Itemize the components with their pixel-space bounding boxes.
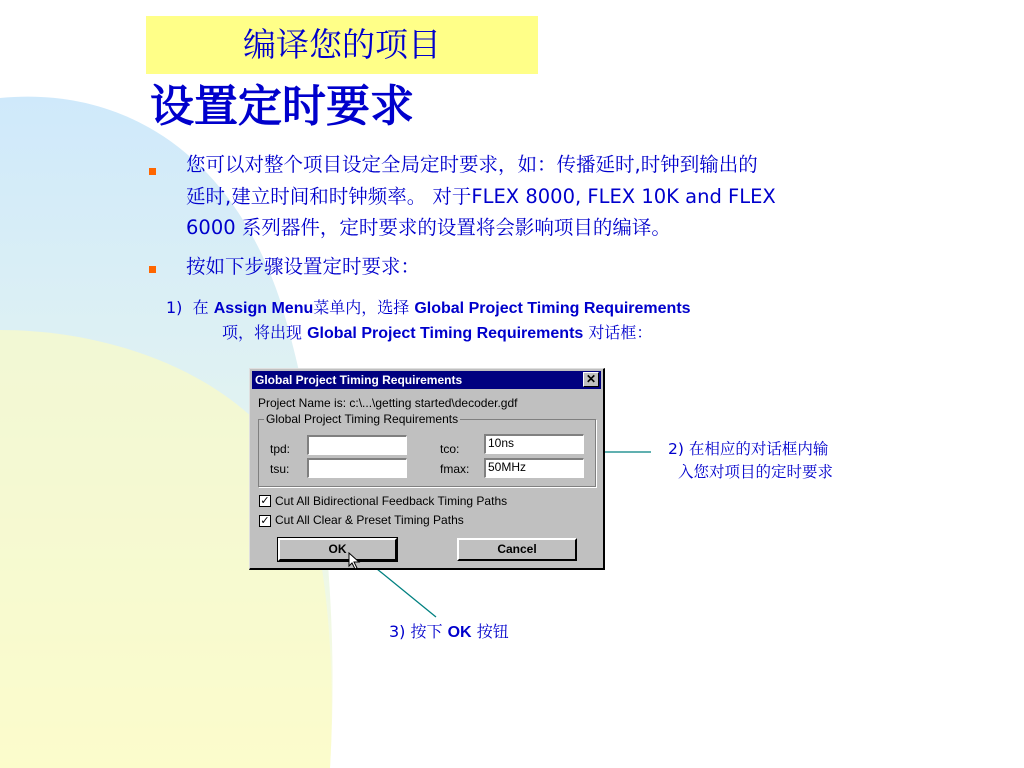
dialog-title-bar[interactable] — [252, 371, 601, 389]
ok-button[interactable]: OK — [278, 538, 397, 561]
bidirectional-feedback-label[interactable]: Cut All Bidirectional Feedback Timing Paths — [275, 494, 508, 508]
tsu-label: tsu: — [270, 462, 290, 476]
step-3-ok: OK — [447, 624, 472, 641]
tpd-input[interactable] — [307, 435, 407, 455]
tpd-label: tpd: — [270, 442, 291, 456]
project-name-label: Project Name is: c:\...\getting started\decoder.gdf — [258, 396, 518, 410]
mouse-pointer-icon — [348, 552, 362, 570]
clear-preset-label[interactable]: Cut All Clear & Preset Timing Paths — [275, 513, 464, 527]
cancel-button[interactable]: Cancel — [457, 538, 577, 561]
bullet-1-line-1: 您可以对整个项目设定全局定时要求，如：传播延时,时钟到输出的 — [186, 153, 758, 176]
clear-preset-checkbox[interactable]: ✓ — [260, 515, 270, 527]
step-3-text — [389, 620, 509, 645]
timing-group-label: Global Project Timing Requirements — [266, 412, 459, 426]
step-3-text-b: 按钮 — [471, 622, 509, 641]
step-2-line-1: 2) 在相应的对话框内输 — [668, 440, 829, 458]
fmax-label: fmax: — [440, 462, 470, 476]
tco-label: tco: — [440, 442, 460, 456]
fmax-input[interactable]: 50MHz — [484, 458, 584, 478]
close-icon[interactable]: ✕ — [583, 372, 599, 387]
step-1-command-2: Global Project Timing Requirements — [307, 325, 584, 342]
step-2-line-2: 入您对项目的定时要求 — [678, 463, 834, 481]
bidirectional-feedback-checkbox[interactable]: ✓ — [260, 495, 270, 507]
step-1-command: Global Project Timing Requirements — [414, 300, 691, 317]
step-1-text-d: 对话框： — [583, 323, 653, 342]
timing-requirements-dialog — [249, 368, 605, 570]
bullet-1-line-3: 6000 系列器件，定时要求的设置将会影响项目的编译。 — [186, 216, 671, 239]
section-header: 编译您的项目 — [243, 25, 441, 64]
tsu-input[interactable] — [307, 458, 407, 478]
bullet-1-line-2: 延时,建立时间和时钟频率。 对于FLEX 8000, FLEX 10K and FLEX — [186, 185, 776, 208]
step-1-text-c: 项，将出现 — [222, 323, 308, 342]
step-3-text-a: 3) 按下 — [389, 622, 448, 641]
step-1-number: 1) — [166, 298, 183, 317]
step-1-text-a: 在 — [192, 298, 214, 317]
step-1-menu: Assign Menu — [213, 300, 314, 317]
step-1-text-b: 菜单内，选择 — [313, 298, 415, 317]
bullet-2-line-1: 按如下步骤设置定时要求： — [186, 255, 421, 278]
page-title: 设置定时要求 — [150, 81, 414, 132]
tco-input[interactable]: 10ns — [484, 434, 584, 454]
dialog-title: Global Project Timing Requirements — [255, 373, 463, 387]
